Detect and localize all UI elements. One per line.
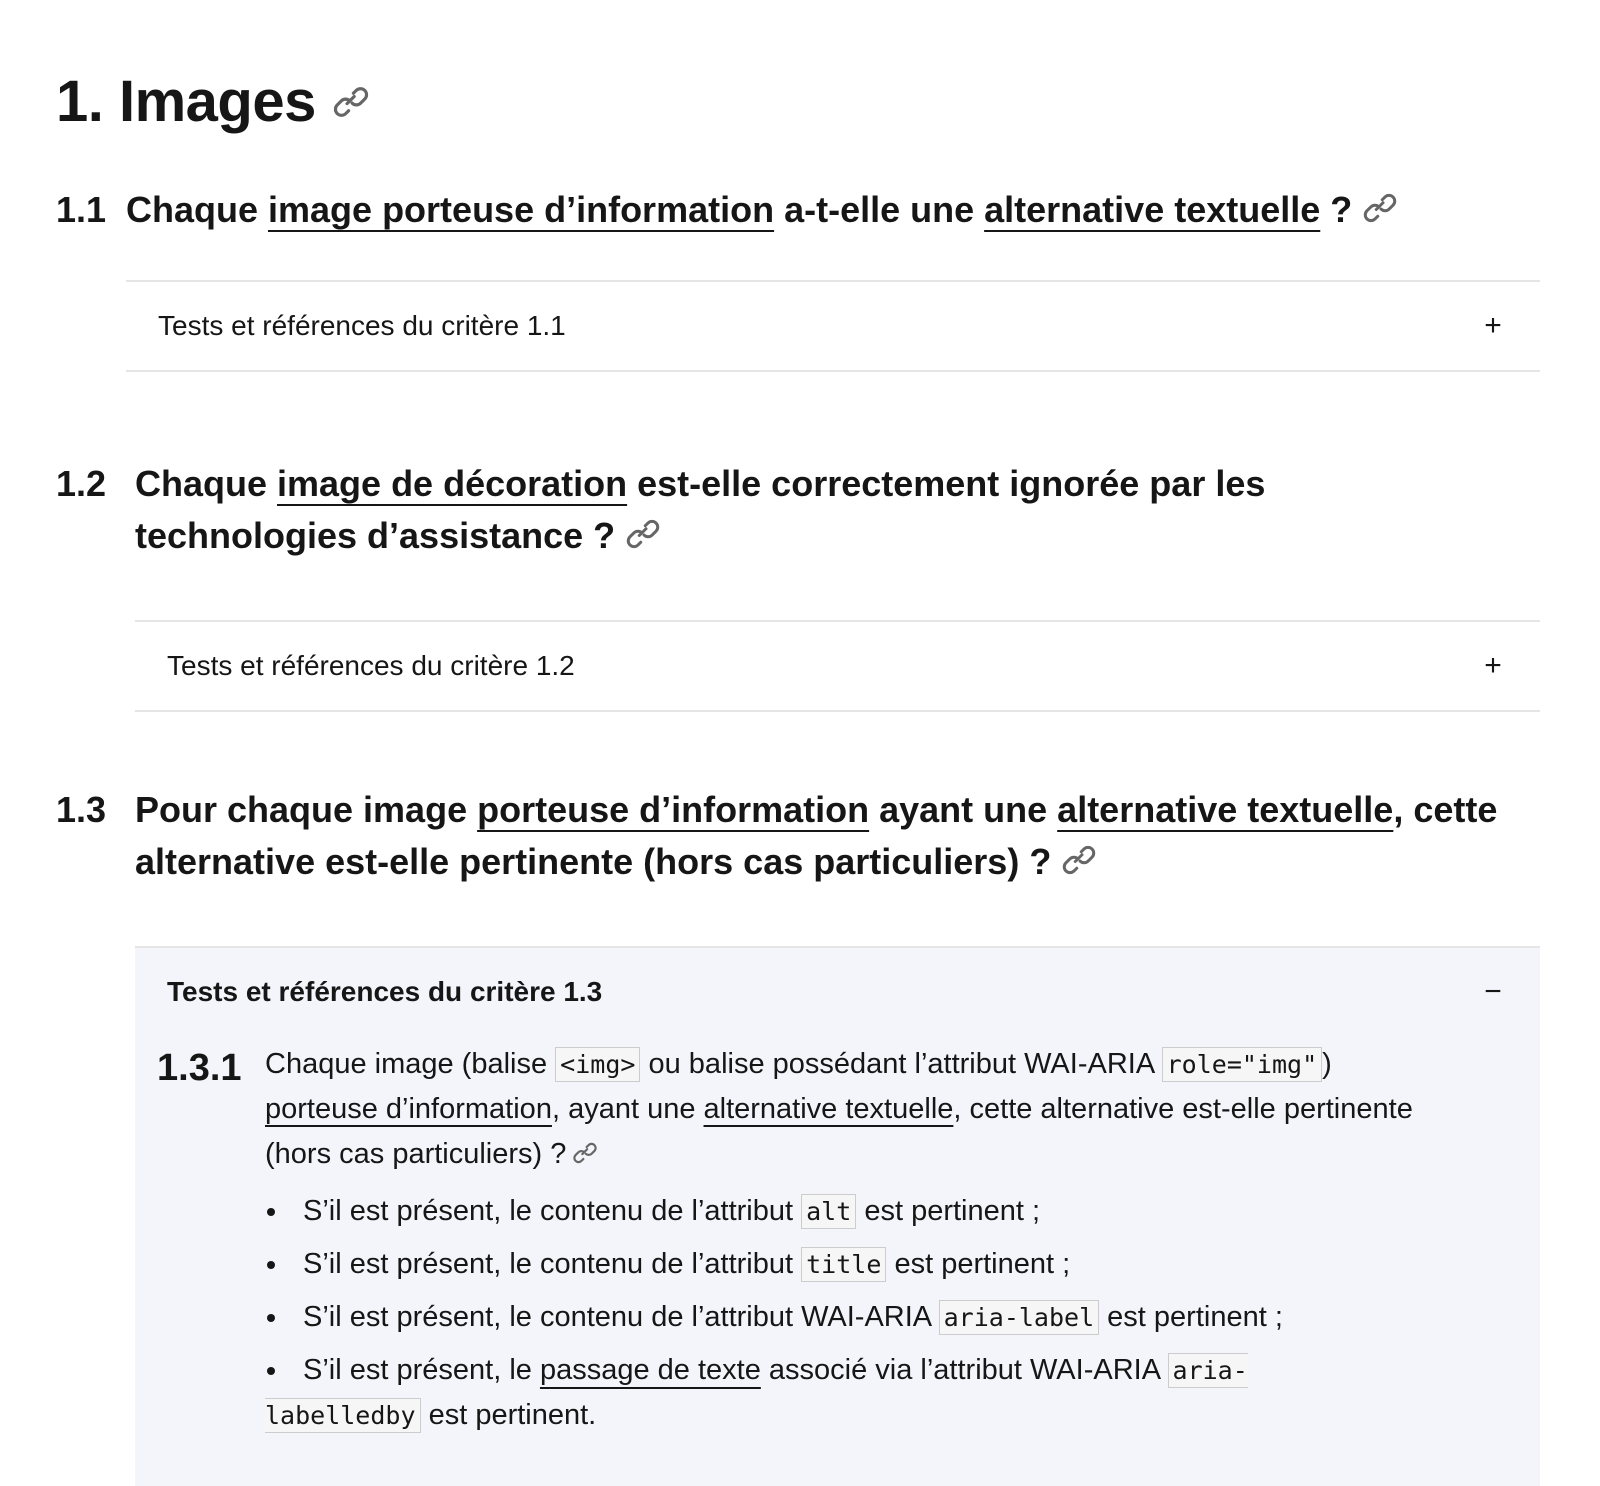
test-1-3-1 bbox=[135, 1042, 1540, 1438]
link-icon[interactable] bbox=[572, 1140, 598, 1166]
text: S’il est présent, le bbox=[303, 1354, 540, 1386]
glossary-link-alternative-textuelle[interactable]: alternative textuelle bbox=[1057, 789, 1394, 830]
criterion-title bbox=[56, 784, 1535, 888]
accordion-label: Tests et références du critère 1.3 bbox=[167, 976, 603, 1007]
text: S’il est présent, le contenu de l’attribut bbox=[303, 1248, 802, 1280]
accordion-label: Tests et références du critère 1.2 bbox=[167, 650, 575, 681]
title-text: ? bbox=[1320, 189, 1353, 230]
list-item bbox=[265, 1189, 1480, 1234]
link-icon[interactable] bbox=[1061, 842, 1097, 878]
accordion-toggle-button[interactable] bbox=[135, 948, 1540, 1036]
criterion-title bbox=[56, 458, 1365, 562]
glossary-link-image-decoration[interactable]: image de décoration bbox=[277, 463, 628, 504]
text: est pertinent ; bbox=[1099, 1301, 1283, 1333]
glossary-link-porteuse-information[interactable]: porteuse d’information bbox=[265, 1093, 552, 1125]
text: , ayant une bbox=[551, 1093, 704, 1125]
list-item bbox=[265, 1348, 1480, 1438]
text: , cette alternative est-elle pertinente (hors cas particuliers) ? bbox=[265, 1093, 1413, 1170]
criterion-1-2 bbox=[56, 458, 1600, 708]
title-text: , cette alternative est-elle pertinente (hors cas particuliers) ? bbox=[135, 789, 1498, 882]
criterion-1-3 bbox=[56, 784, 1600, 1484]
text: S’il est présent, le contenu de l’attribut WAI-ARIA bbox=[303, 1301, 939, 1333]
list-item bbox=[265, 1242, 1480, 1287]
link-icon[interactable] bbox=[1362, 190, 1398, 226]
link-icon[interactable] bbox=[625, 516, 661, 552]
accordion-tests-1-3 bbox=[135, 946, 1540, 1486]
text: associé via l’attribut WAI-ARIA bbox=[760, 1354, 1168, 1386]
accordion-toggle-button[interactable] bbox=[135, 622, 1540, 710]
test-description bbox=[265, 1042, 1480, 1177]
text: S’il est présent, le contenu de l’attribut bbox=[303, 1195, 802, 1227]
glossary-link-porteuse-information[interactable]: porteuse d’information bbox=[477, 789, 870, 830]
minus-icon: − bbox=[1484, 975, 1502, 1008]
page-title bbox=[56, 62, 370, 142]
title-text: Pour chaque image bbox=[135, 789, 478, 830]
text: Chaque image (balise bbox=[265, 1048, 556, 1080]
glossary-link-passage-de-texte[interactable]: passage de texte bbox=[539, 1354, 761, 1386]
plus-icon: + bbox=[1484, 309, 1502, 342]
code-aria-label: aria-label bbox=[939, 1300, 1100, 1335]
page-title-text: 1. Images bbox=[56, 69, 316, 134]
accordion-tests-1-2 bbox=[135, 620, 1540, 712]
title-text: Chaque bbox=[135, 463, 278, 504]
condition-list bbox=[265, 1189, 1480, 1438]
code-role-img: role="img" bbox=[1162, 1047, 1323, 1082]
accordion-label: Tests et références du critère 1.1 bbox=[158, 310, 566, 341]
code-alt: alt bbox=[801, 1194, 856, 1229]
title-text: Chaque bbox=[126, 189, 269, 230]
title-text: a-t-elle une bbox=[774, 189, 985, 230]
plus-icon: + bbox=[1484, 649, 1502, 682]
text: ) bbox=[1322, 1048, 1332, 1080]
test-number: 1.3.1 bbox=[157, 1047, 242, 1089]
criterion-number: 1.2 bbox=[56, 463, 107, 504]
title-text: ayant une bbox=[869, 789, 1058, 830]
text: est pertinent ; bbox=[886, 1248, 1071, 1280]
title-text: est-elle correctement ignorée par les technologies d’assistance ? bbox=[135, 463, 1266, 556]
accordion-tests-1-1 bbox=[126, 280, 1540, 372]
criterion-1-1 bbox=[56, 184, 1600, 374]
code-part: labelledby bbox=[265, 1401, 416, 1430]
text: ou balise possédant l’attribut WAI-ARIA bbox=[640, 1048, 1162, 1080]
criterion-number: 1.1 bbox=[56, 189, 107, 230]
link-icon[interactable] bbox=[332, 83, 370, 121]
code-img: <img> bbox=[555, 1047, 640, 1082]
criterion-title bbox=[56, 184, 1600, 236]
text: est pertinent. bbox=[420, 1399, 597, 1431]
glossary-link-alternative-textuelle[interactable]: alternative textuelle bbox=[984, 189, 1321, 230]
glossary-link-image-porteuse[interactable]: image porteuse d’information bbox=[268, 189, 775, 230]
text: est pertinent ; bbox=[856, 1195, 1041, 1227]
code-part: aria- bbox=[1172, 1356, 1248, 1385]
code-title: title bbox=[801, 1247, 886, 1282]
list-item bbox=[265, 1295, 1480, 1340]
criterion-number: 1.3 bbox=[56, 789, 107, 830]
glossary-link-alternative-textuelle[interactable]: alternative textuelle bbox=[703, 1093, 954, 1125]
accordion-toggle-button[interactable] bbox=[126, 282, 1540, 370]
